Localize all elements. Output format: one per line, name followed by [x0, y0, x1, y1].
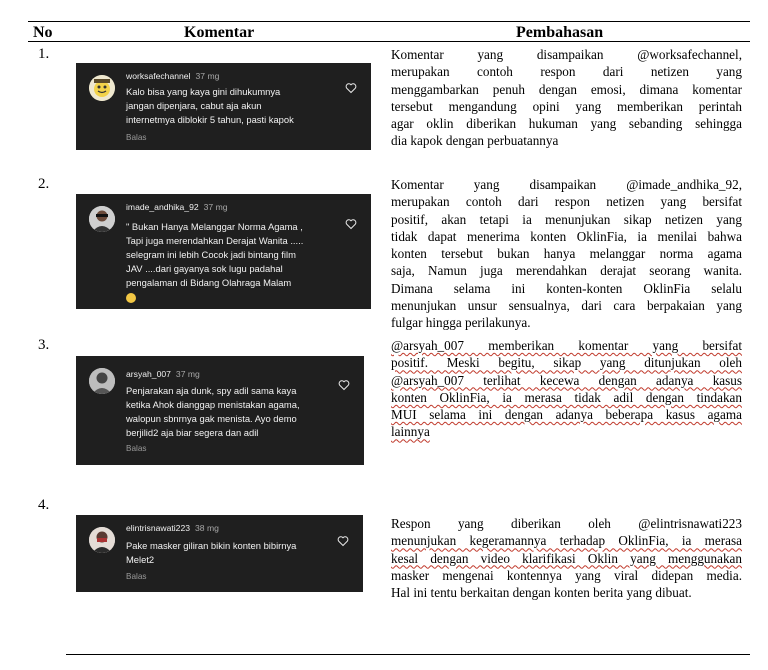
heart-icon[interactable] — [337, 535, 349, 547]
row-number: 3. — [38, 337, 50, 353]
comment-text: " Bukan Hanya Melanggar Norma Agama , Tapi juga merendahkan Derajat Wanita ..... selegram ini lebih Cocok jadi bintang film JAV ....dari gayanya sok lugu padahal pengalaman di Bidang Olahraga Malam — [126, 220, 303, 304]
avatar-person-icon — [89, 527, 115, 553]
comment-card — [76, 194, 371, 309]
emoji-icon — [126, 293, 136, 303]
comment-username[interactable]: imade_andhika_92 37 mg — [126, 202, 228, 212]
header-no: No — [33, 24, 53, 41]
comment-card — [76, 515, 363, 592]
comment-username[interactable]: elintrisnawati223 38 mg — [126, 523, 219, 533]
discussion-paragraph: Respon yang diberikan oleh @elintrisnawati223 menunjukan kegeramannya terhadap OklinFia, ia merasa kesal dengan video klarifikasi Oklin yang menggunakan masker mengenai kontennya yang viral didepan media. Hal ini tentu berkaitan dengan konten berita yang dibuat. — [391, 516, 742, 601]
comment-text: Kalo bisa yang kaya gini dihukumnya jangan dipenjara, cabut aja akun internetmya diblokir 5 tahun, pasti kapok — [126, 86, 294, 125]
comment-card — [76, 63, 371, 150]
comment-card — [76, 356, 364, 465]
row-number: 1. — [38, 46, 50, 62]
heart-icon[interactable] — [345, 218, 357, 230]
reply-link[interactable]: Balas — [126, 572, 147, 581]
comment-text: Penjarakan aja dunk, spy adil sama kaya ketika Ahok dianggap menistakan agama, walopun sbnrnya gak menista. Ayo demo berjilid2 aja biar segera dan adil — [126, 385, 300, 438]
table-bottom-rule — [66, 654, 750, 655]
reply-link[interactable]: Balas — [126, 444, 147, 453]
avatar-person-icon — [89, 206, 115, 232]
header-komentar: Komentar — [184, 24, 255, 41]
discussion-paragraph: Komentar yang disampaikan @imade_andhika_92, merupakan contoh dari respon netizen yang bersifat positif, akan tetapi ia menunjukan sikap netizen yang tidak dapat menerima konten OklinFia, ia menilai bahwa konten tersebut bukan hanya melanggar norma agama saja, Namun juga merendahkan derajat seorang wanita. Dimana selama ini konten-konten OklinFia selalu menunjukan unsur sensualnya, dari cara berpakaian yang fulgar hingga perilakunya. — [391, 177, 742, 331]
row-number: 2. — [38, 176, 50, 192]
comment-username[interactable]: worksafechannel 37 mg — [126, 71, 220, 81]
avatar-face-icon — [89, 75, 115, 101]
comment-age: 38 mg — [195, 523, 219, 533]
table-header-rule — [28, 41, 750, 42]
heart-icon[interactable] — [345, 82, 357, 94]
heart-icon[interactable] — [338, 379, 350, 391]
comment-username[interactable]: arsyah_007 37 mg — [126, 369, 200, 379]
table-top-rule — [28, 21, 750, 22]
discussion-paragraph: @arsyah_007 memberikan komentar yang bersifat positif. Meski begitu, sikap yang ditunjukan oleh @arsyah_007 terlihat kecewa dengan adanya kasus konten OklinFia, ia merasa tidak adil dengan tindakan MUI selama ini dengan adanya beberapa kasus agama lainnya — [391, 338, 742, 440]
comment-age: 37 mg — [203, 202, 228, 212]
discussion-paragraph: Komentar yang disampaikan @worksafechannel, merupakan contoh respon dari netizen yang menggambarkan penuh dengan emosi, dimana komentar tersebut mengandung opini yang memberikan perintah agar oklin diberikan hukuman yang sebanding sehingga dia kapok dengan perbuatannya — [391, 47, 742, 149]
comment-age: 37 mg — [175, 369, 200, 379]
avatar-person-icon — [89, 368, 115, 394]
comment-age: 37 mg — [195, 71, 220, 81]
reply-link[interactable]: Balas — [126, 133, 147, 142]
comment-text: Pake masker giliran bikin konten bibirnya Melet2 — [126, 540, 297, 565]
header-pembahasan: Pembahasan — [516, 24, 604, 41]
row-number: 4. — [38, 497, 50, 513]
